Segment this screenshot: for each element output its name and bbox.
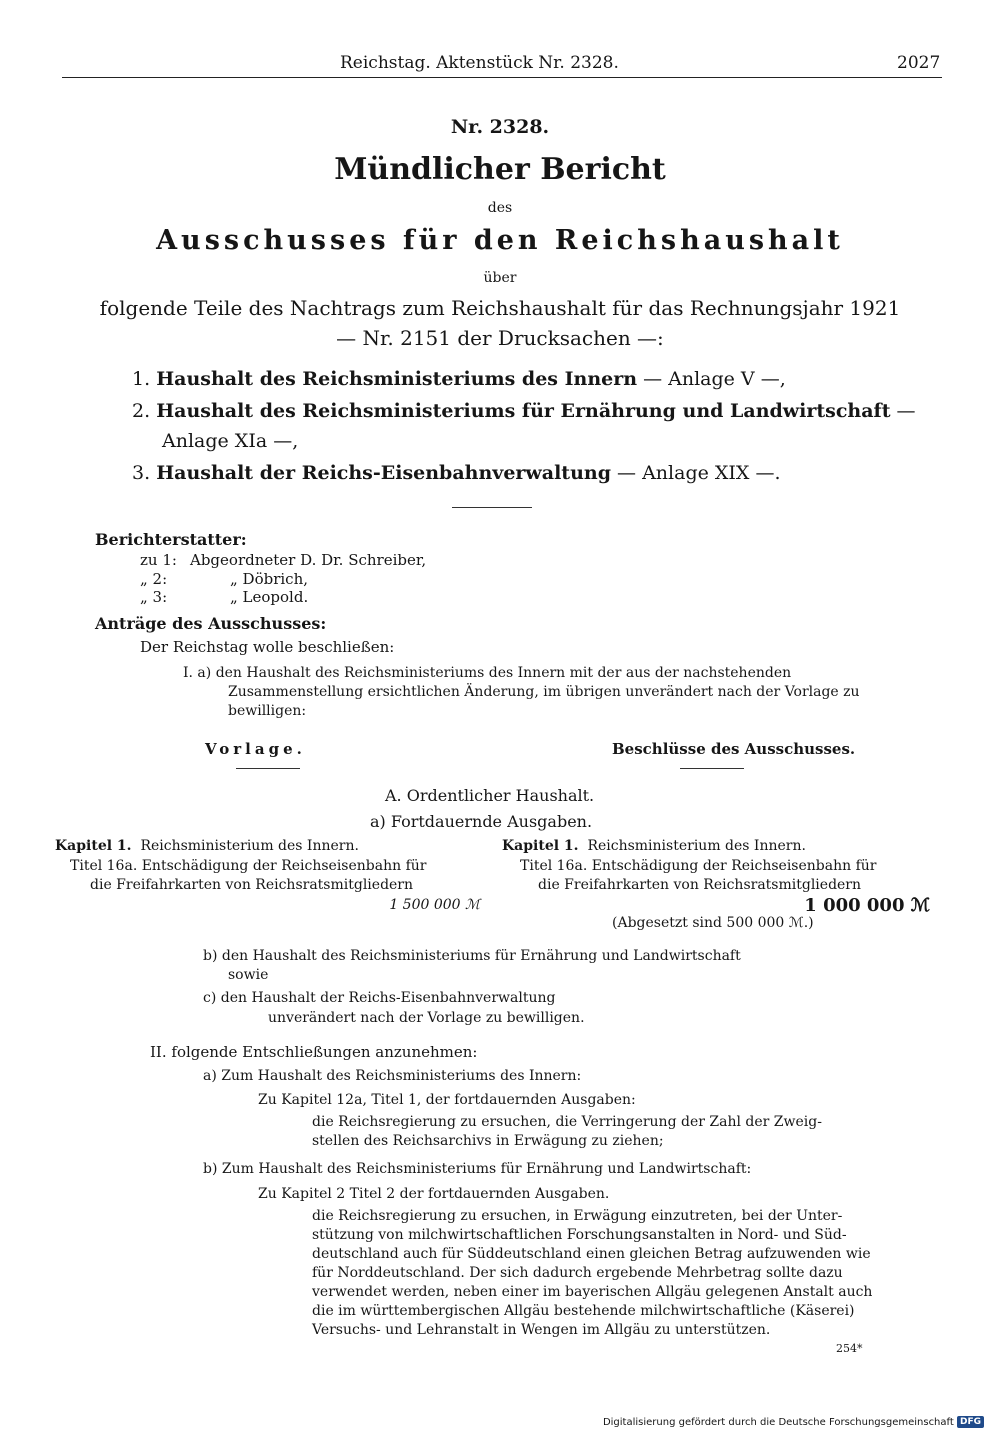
beschluesse-underline: [680, 768, 744, 769]
resolution-b-heading: b) Zum Haushalt des Reichsministeriums für Ernährung und Landwirtschaft:: [203, 1161, 752, 1177]
resolution-b-sub: Zu Kapitel 2 Titel 2 der fortdauernden Ausgaben.: [258, 1186, 610, 1202]
motions-heading: Anträge des Ausschusses:: [95, 614, 327, 633]
right-amount-note: (Abgesetzt sind 500 000 ℳ.): [612, 915, 814, 931]
motion-I-b-line-2: sowie: [228, 967, 269, 983]
budget-item-3: 3. Haushalt der Reichs-Eisenbahnverwaltung — Anlage XIX —.: [132, 462, 781, 484]
resolution-a-heading: a) Zum Haushalt des Reichsministeriums des Innern:: [203, 1068, 582, 1084]
right-titel-line-1: Titel 16a. Entschädigung der Reichseisenbahn für: [520, 858, 877, 874]
motion-I-a-line-1: I. a) den Haushalt des Reichsministeriums des Innern mit der aus der nachstehenden: [183, 665, 792, 681]
left-kapitel: Kapitel 1. Reichsministerium des Innern.: [55, 838, 359, 854]
page-number: 2027: [897, 53, 941, 73]
footer-text: Digitalisierung gefördert durch die Deutsche Forschungsgemeinschaft: [602, 1417, 954, 1428]
title-des: des: [487, 200, 513, 216]
budget-item-2: 2. Haushalt des Reichsministeriums für Ernährung und Landwirtschaft —: [132, 400, 916, 422]
resolution-b-text-6: die im württembergischen Allgäu bestehende milchwirtschaftliche (Käserei): [312, 1303, 855, 1319]
digitization-footer: [603, 1416, 984, 1428]
left-titel-line-2: die Freifahrkarten von Reichsratsmitgliedern: [90, 877, 414, 893]
committee-name: Ausschusses für den Reichshaushalt: [156, 225, 844, 256]
document-number: Nr. 2328.: [450, 116, 550, 138]
resolution-a-sub: Zu Kapitel 12a, Titel 1, der fortdauernden Ausgaben:: [258, 1092, 636, 1108]
motions-intro: Der Reichstag wolle beschließen:: [140, 638, 395, 656]
right-titel-line-2: die Freifahrkarten von Reichsratsmitgliedern: [538, 877, 862, 893]
resolution-b-text-7: Versuchs- und Lehranstalt in Wengen im Allgäu zu unterstützen.: [312, 1322, 771, 1338]
resolution-b-text-5: verwendet werden, neben einer im bayerischen Allgäu gelegenen Anstalt auch: [312, 1284, 873, 1300]
resolution-a-text-2: stellen des Reichsarchivs in Erwägung zu ziehen;: [312, 1133, 664, 1149]
left-amount: 1 500 000 ℳ: [389, 897, 480, 913]
signature-mark: 254*: [836, 1342, 863, 1355]
resolution-b-text-1: die Reichsregierung zu ersuchen, in Erwägung einzutreten, bei der Unter-: [312, 1208, 843, 1224]
header-rule: [62, 77, 942, 78]
reporter-name-3: „ Leopold.: [230, 588, 309, 606]
reporter-label-2: „ 2:: [140, 570, 168, 588]
vorlage-heading: Vorlage.: [205, 740, 306, 758]
resolution-b-text-3: deutschland auch für Süddeutschland einen gleichen Betrag aufzuwenden wie: [312, 1246, 871, 1262]
reporter-name-2: „ Döbrich,: [230, 570, 308, 588]
vorlage-underline: [236, 768, 300, 769]
left-titel-line-1: Titel 16a. Entschädigung der Reichseisenbahn für: [70, 858, 427, 874]
resolution-a-text-1: die Reichsregierung zu ersuchen, die Verringerung der Zahl der Zweig-: [312, 1114, 822, 1130]
motion-I-c-line-2: unverändert nach der Vorlage zu bewilligen.: [268, 1010, 585, 1026]
beschluesse-heading: Beschlüsse des Ausschusses.: [612, 740, 856, 758]
subject-line-1: folgende Teile des Nachtrags zum Reichshaushalt für das Rechnungsjahr 1921: [99, 296, 901, 320]
section-ordentlicher-haushalt: A. Ordentlicher Haushalt.: [385, 786, 595, 805]
motion-I-b-line-1: b) den Haushalt des Reichsministeriums für Ernährung und Landwirtschaft: [203, 948, 741, 964]
title-ueber: über: [483, 270, 517, 286]
reporter-label-1: zu 1:: [140, 551, 177, 569]
motion-I-c-line-1: c) den Haushalt der Reichs-Eisenbahnverwaltung: [203, 990, 556, 1006]
reporter-label-3: „ 3:: [140, 588, 168, 606]
resolution-b-text-2: stützung von milchwirtschaftlichen Forschungsanstalten in Nord- und Süd-: [312, 1227, 847, 1243]
dfg-logo: DFG: [957, 1416, 984, 1428]
resolutions-heading: II. folgende Entschließungen anzunehmen:: [150, 1043, 478, 1061]
budget-item-2-cont: Anlage XIa —,: [162, 430, 299, 452]
document-title: Mündlicher Bericht: [334, 152, 666, 187]
reporters-heading: Berichterstatter:: [95, 530, 247, 549]
running-header-title: Reichstag. Aktenstück Nr. 2328.: [340, 53, 619, 73]
resolution-b-text-4: für Norddeutschland. Der sich dadurch ergebende Mehrbetrag sollte dazu: [312, 1265, 843, 1281]
reporter-name-1: Abgeordneter D. Dr. Schreiber,: [190, 551, 427, 569]
right-amount: 1 000 000 ℳ: [804, 895, 930, 916]
motion-I-a-line-3: bewilligen:: [228, 703, 307, 719]
right-kapitel: Kapitel 1. Reichsministerium des Innern.: [502, 838, 806, 854]
subject-line-2: — Nr. 2151 der Drucksachen —:: [336, 326, 664, 350]
subsection-fortdauernde-ausgaben: a) Fortdauernde Ausgaben.: [370, 812, 593, 831]
budget-item-1: 1. Haushalt des Reichsministeriums des Innern — Anlage V —,: [132, 368, 786, 390]
section-divider: [452, 507, 532, 508]
motion-I-a-line-2: Zusammenstellung ersichtlichen Änderung, im übrigen unverändert nach der Vorlage zu: [228, 684, 860, 700]
